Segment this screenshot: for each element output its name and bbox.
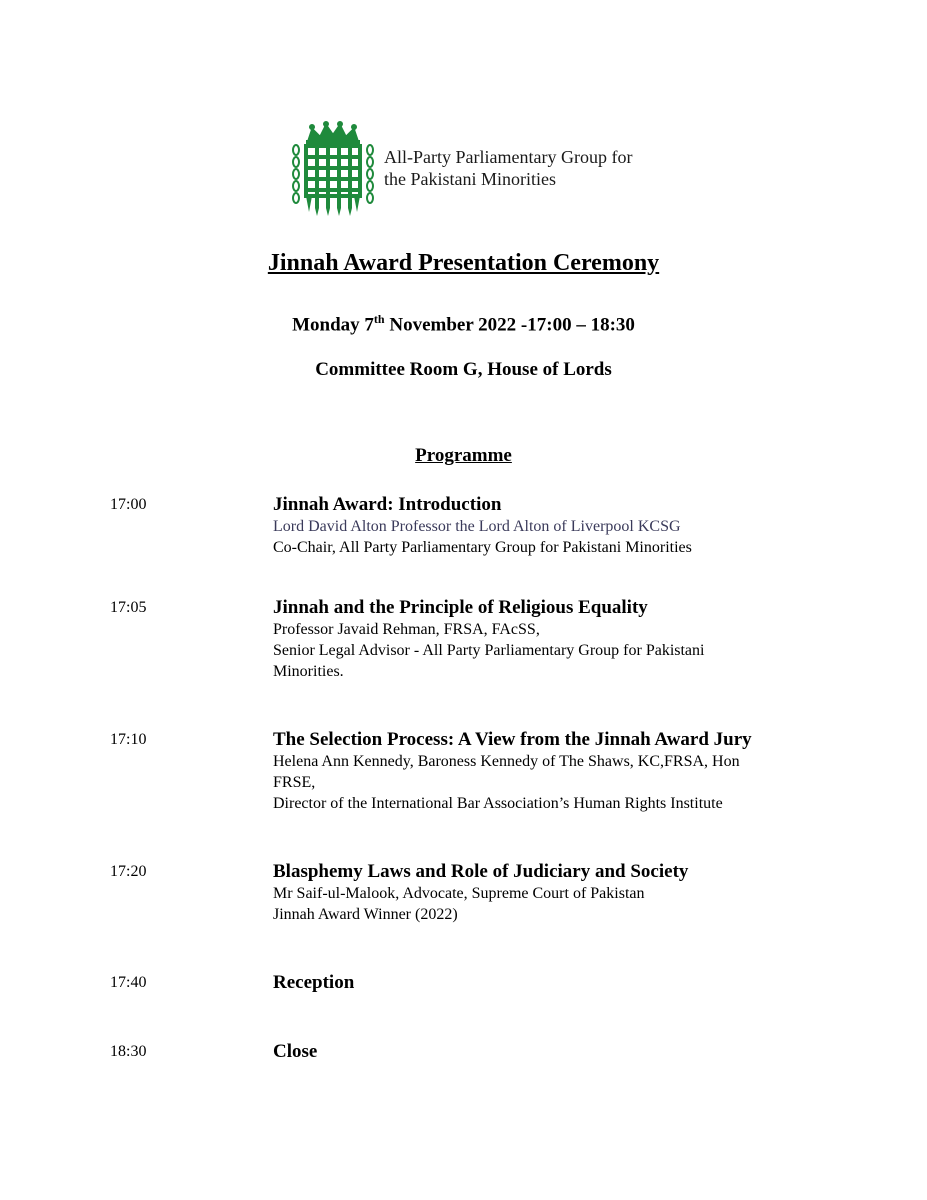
- item-line: Director of the International Bar Association’s Human Rights Institute: [273, 795, 723, 812]
- item-line: Minorities.: [273, 663, 344, 680]
- item-line: Co-Chair, All Party Parliamentary Group for Pakistani Minorities: [273, 539, 692, 556]
- item-heading: The Selection Process: A View from the Jinnah Award Jury: [273, 729, 752, 750]
- item-line: Senior Legal Advisor - All Party Parliamentary Group for Pakistani: [273, 642, 705, 659]
- event-venue: Committee Room G, House of Lords: [315, 359, 612, 380]
- item-line: Helena Ann Kennedy, Baroness Kennedy of The Shaws, KC,FRSA, Hon: [273, 753, 740, 770]
- page-title: Jinnah Award Presentation Ceremony: [267, 250, 660, 276]
- logo-line-2: the Pakistani Minorities: [384, 169, 556, 189]
- item-line: FRSE,: [273, 774, 316, 791]
- item-time: 17:40: [110, 974, 147, 991]
- event-date-rest: November 2022 -17:00 – 18:30: [384, 314, 635, 336]
- item-line: Jinnah Award Winner (2022): [273, 906, 458, 923]
- item-time: 17:20: [110, 863, 147, 880]
- event-date: [0, 312, 927, 336]
- logo-line-1: All-Party Parliamentary Group for: [384, 147, 633, 167]
- item-content: [273, 861, 833, 925]
- item-time: 18:30: [110, 1043, 147, 1060]
- item-content: [273, 972, 833, 994]
- item-heading: Blasphemy Laws and Role of Judiciary and Society: [273, 861, 689, 882]
- item-line: Lord David Alton Professor the Lord Alton of Liverpool KCSG: [273, 518, 681, 535]
- item-content: [273, 597, 833, 682]
- item-heading: Close: [273, 1041, 318, 1062]
- portcullis-icon: [290, 120, 376, 216]
- item-content: [273, 494, 833, 558]
- event-date-prefix: Monday 7: [292, 314, 374, 336]
- appg-logo: [290, 120, 650, 216]
- item-time: 17:00: [110, 496, 147, 513]
- logo-text: [384, 146, 632, 190]
- item-line: Mr Saif-ul-Malook, Advocate, Supreme Court of Pakistan: [273, 885, 645, 902]
- item-heading: Jinnah Award: Introduction: [273, 494, 502, 515]
- item-content: [273, 729, 833, 814]
- item-heading: Jinnah and the Principle of Religious Equality: [273, 597, 648, 618]
- event-date-suffix: th: [373, 312, 385, 326]
- item-line: Professor Javaid Rehman, FRSA, FAcSS,: [273, 621, 540, 638]
- programme-heading: Programme: [415, 445, 512, 466]
- item-time: 17:05: [110, 599, 147, 616]
- item-time: 17:10: [110, 731, 147, 748]
- item-content: [273, 1041, 833, 1063]
- item-heading: Reception: [273, 972, 355, 993]
